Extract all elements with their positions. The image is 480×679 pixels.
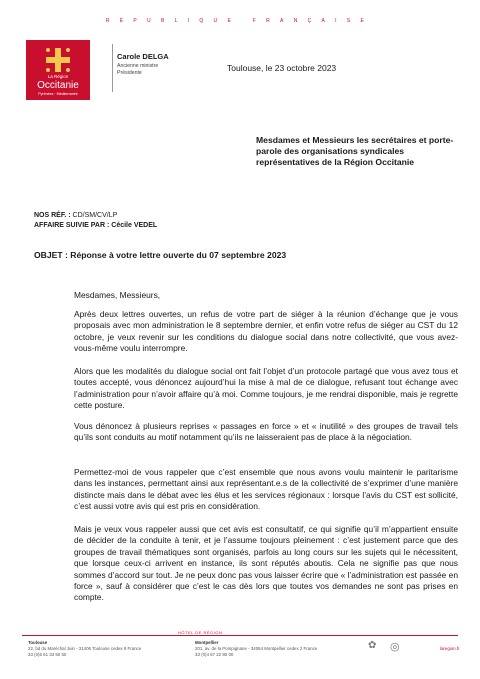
paragraph-3: Vous dénoncez à plusieurs reprises « passages en force » et « inutilité » des groupes de travail tels qu’ils sont conduits au motif notamment qu’ils ne laisseraient pas de place à la négociation.: [74, 421, 458, 443]
footer-address-toulouse: [28, 640, 168, 658]
reference-line: [34, 212, 117, 219]
logo-top-text: La Région: [47, 74, 69, 79]
ref-value: CD/SM/CV/LP: [70, 212, 118, 219]
affaire-line: [34, 222, 157, 229]
logo-main-text: Occitanie: [37, 80, 79, 91]
footer-divider: [22, 635, 458, 636]
label-seal-icon: ✿: [368, 640, 377, 651]
website-link[interactable]: laregion.fr: [440, 646, 460, 651]
paragraph-1: Après deux lettres ouvertes, un refus de votre part de siéger à la réunion d’échange que je vous proposais avec mon administration le 8 septembre dernier, et enfin votre refus de siéger au CST du 12 octobre, je veux revenir sur les conditions du dialogue social dans notre collectivité, que vous avez-vous-même voulu interrompre.: [74, 309, 458, 354]
greeting: Mesdames, Messieurs,: [74, 290, 161, 300]
paragraph-4: Permettez-moi de vous rappeler que c’est ensemble que nous avons voulu maintenir le paritarisme dans les instances, permettant ainsi aux représentant.e.s de la collectivité de s’exprimer d’une manière distincte mais dans le débat avec les élus et les services régionaux : lorsque l’avis du CST est sollicité, c’est aussi votre avis qui est pris en considération.: [74, 467, 458, 512]
footer-toulouse-line2: 33 (0)5 61 33 50 50: [28, 652, 67, 657]
logo-sub-text: Pyrénées · Méditerranée: [38, 92, 78, 96]
footer-montpellier-line2: 33 (0)4 67 22 80 00: [195, 652, 234, 657]
republique-francaise-banner: RÉPUBLIQUE FRANÇAISE: [105, 18, 375, 24]
sender-name: Carole DELGA: [117, 52, 169, 61]
affaire-value: Cécile VEDEL: [109, 222, 158, 229]
header-divider: [112, 44, 113, 92]
footer-title: HÔTEL DE RÉGION: [174, 630, 226, 635]
letter-subject: OBJET : Réponse à votre lettre ouverte du 07 septembre 2023: [34, 250, 287, 260]
footer-city-montpellier: Montpellier: [195, 640, 219, 645]
sender-role-2: Présidente: [117, 70, 142, 76]
certification-badge-icon: ◎: [390, 641, 400, 653]
letter-date: Toulouse, le 23 octobre 2023: [227, 63, 337, 73]
recipient-block: Mesdames et Messieurs les secrétaires et porte-parole des organisations syndicales représentatives de la Région Occitanie: [256, 135, 454, 168]
paragraph-5: Mais je veux vous rappeler aussi que cet avis est consultatif, ce qui signifie qu’il m’appartient ensuite de décider de la conduite à tenir, et je l’assume toujours pleinement : c’est justement parce que des groupes de travail thématiques sont organisés, parfois au long cours sur les sujets qui le nécessitent, que lorsque ceux-ci arrivent en instance, ils sont réputés aboutis. Cela ne signifie pas que nous sommes d’accord sur tout. Je ne peux donc pas vous laisser écrire que « l’administration est passée en force », sauf à considérer que c’est le cas dès lors que toutes vos demandes ne sont pas prises en compte.: [74, 524, 458, 603]
footer-address-montpellier: [195, 640, 355, 658]
footer-montpellier-line1: 201, av. de la Pompignane - 34064 Montpellier cedex 2 France: [195, 646, 318, 651]
occitan-cross-icon: [44, 46, 72, 74]
paragraph-2: Alors que les modalités du dialogue social ont fait l’objet d’un protocole partagé que vous avez tous et toutes accepté, vous dénoncez aujourd’hui la mise à mal de ce dialogue, refusant tout échange avec l’administration pour n’avoir affaire qu’à moi. Comme toujours, je me rendrai disponible, mais je regrette cette posture.: [74, 366, 458, 411]
footer-city-toulouse: Toulouse: [28, 640, 48, 645]
sender-role-1: Ancienne ministre: [117, 63, 159, 69]
ref-label: NOS RÉF. :: [34, 212, 71, 219]
affaire-label: AFFAIRE SUIVIE PAR :: [34, 222, 110, 229]
footer-toulouse-line1: 22, bd du Maréchal Juin - 31406 Toulouse cedex 9 France: [28, 646, 142, 651]
region-occitanie-logo: [26, 40, 90, 100]
